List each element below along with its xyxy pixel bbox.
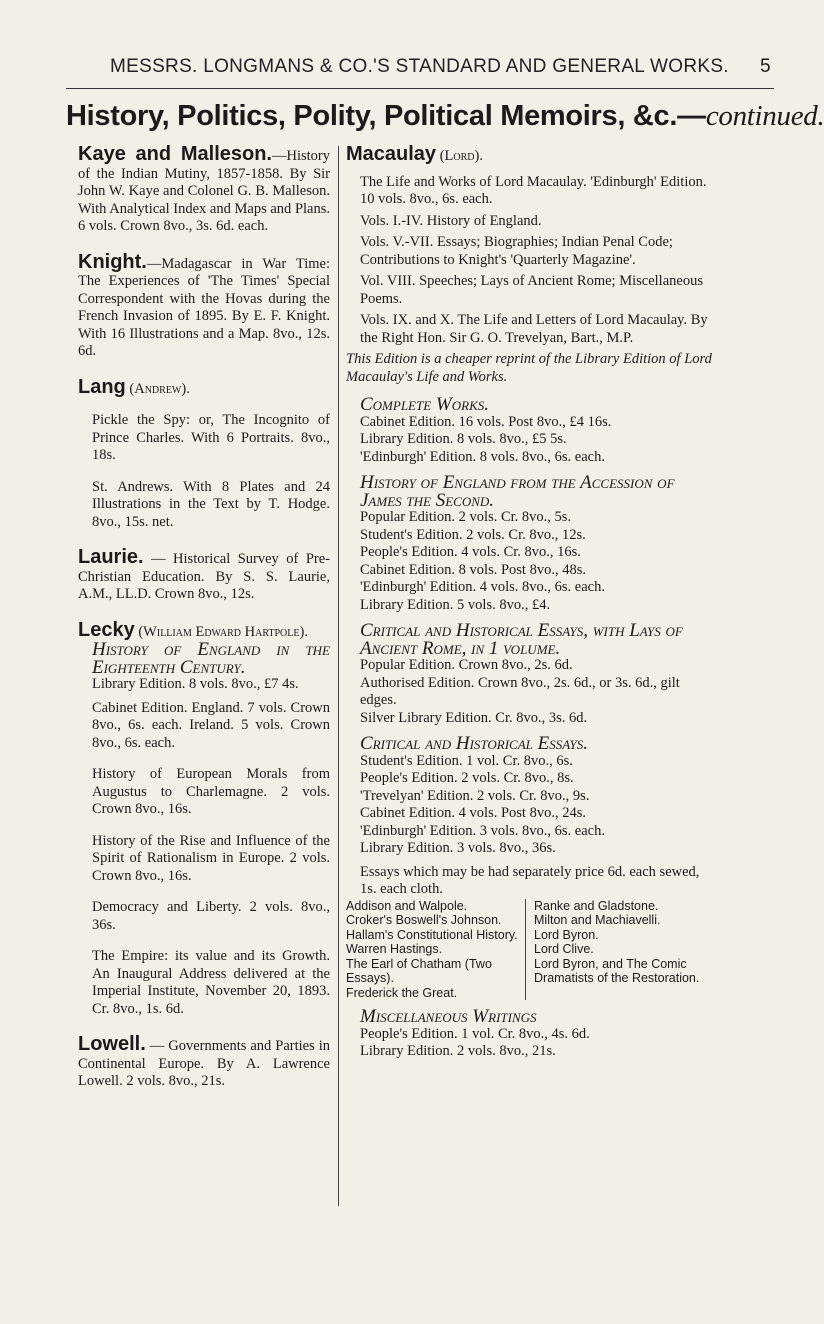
list-item: Lord Byron, and The Comic Dramatists of the Restoration. xyxy=(534,956,700,985)
essays-separately: Essays which may be had separately price 6d. each sewed, 1s. each cloth. xyxy=(360,863,700,897)
list-item: Ranke and Gladstone. xyxy=(534,898,659,913)
section-title: History, Politics, Polity, Political Memoirs, &c.—continued. xyxy=(66,100,824,132)
running-header xyxy=(0,56,800,86)
entry-lowell: Lowell. — Governments and Parties in Continental Europe. By A. Lawrence Lowell. 2 vols. 8vo., 21s. xyxy=(78,1033,330,1089)
entry-laurie: Laurie. — Historical Survey of Pre-Christian Education. By S. S. Laurie, A.M., LL.D. Crown 8vo., 12s. xyxy=(78,546,330,602)
list-item: Addison and Walpole. xyxy=(346,898,468,913)
lecky-empire: The Empire: its value and its Growth. An Inaugural Address delivered at the Imperial Institute, November 20, 1893. Cr. 8vo., 1s. 6d. xyxy=(92,948,330,1017)
header-rule xyxy=(66,88,774,89)
running-title: MESSRS. LONGMANS & CO.'S STANDARD AND GENERAL WORKS. xyxy=(110,56,729,77)
list-item: Lord Clive. xyxy=(534,942,594,956)
edition-note: This Edition is a cheaper reprint of the Library Edition of Lord Macaulay's Life and Works. xyxy=(346,351,712,385)
lecky-history-england: History of England in the Eighteenth Century. xyxy=(92,639,330,678)
left-column xyxy=(78,143,330,1109)
critical-essays-title: Critical and Historical Essays. xyxy=(360,733,588,754)
essays-list xyxy=(346,899,714,1001)
entry-kaye: Kaye and Malleson.—History of the Indian Mutiny, 1857-1858. By Sir John W. Kaye and Colonel G. B. Malleson. With Analytical Index and Maps and Plans. 6 vols. Crown 8vo., 3s. 6d. each. xyxy=(78,143,330,234)
critical-essays-lays-title: Critical and Historical Essays, with Lays of Ancient Rome, in 1 volume. xyxy=(360,620,683,659)
history-england-title: History of England from the Accession of James the Second. xyxy=(360,472,675,511)
list-item: Milton and Machiavelli. xyxy=(534,913,661,927)
complete-works-title: Complete Works. xyxy=(360,394,489,415)
list-item: Hallam's Constitutional History. xyxy=(346,927,518,942)
lecky-rationalism: History of the Rise and Influence of the Spirit of Rationalism in Europe. 2 vols. Crown 8vo., 16s. xyxy=(92,832,330,884)
lang-pickle: Pickle the Spy: or, The Incognito of Prince Charles. With 6 Portraits. 8vo., 18s. xyxy=(92,412,330,463)
column-divider xyxy=(338,146,339,1206)
entry-lang: Lang (Andrew). Pickle the Spy: or, The Incognito of Prince Charles. With 6 Portraits. 8vo., 18s. St. Andrews. With 8 Plates and 24 Illustrations in the Text by T. Hodge. 8vo., 15s. net. xyxy=(78,375,330,530)
essays-list-right xyxy=(526,899,714,1001)
entry-knight: Knight.—Madagascar in War Time: The Experiences of 'The Times' Special Correspondent with the Hovas during the French Invasion of 1895. By E. F. Knight. With 16 Illustrations and a Map. 8vo., 12s. 6d. xyxy=(78,250,330,359)
lang-st-andrews: St. Andrews. With 8 Plates and 24 Illustrations in the Text by T. Hodge. 8vo., 15s. net. xyxy=(92,478,330,530)
macaulay-life-works: The Life and Works of Lord Macaulay. 'Edinburgh' Edition. 10 vols. 8vo., 6s. each. xyxy=(360,173,707,207)
right-column: Macaulay (Lord). The Life and Works of Lord Macaulay. 'Edinburgh' Edition. 10 vols. 8vo., 6s. each. Vols. I.-IV. History of England. Vols. V.-VII. Essays; Biographies; Indian Penal Code; Contributions to Knight's 'Quarterly Magazine'. Vol. VIII. Speeches; Lays of Ancient Rome; Miscellaneous Poems. Vols. IX. and X. The Life and Letters of Lord Macaulay. By the Right Hon. Sir G. O. Trevelyan, Bart., M.P. This Edition is a cheaper reprint of the Library Edition of Lord Macaulay's Life and Works. Complete Works. Cabinet Edition. 16 vols. Post 8vo., £4 16s. Library Edition. 8 vols. 8vo., £5 5s. 'Edinburgh' Edition. 8 vols. 8vo., 6s. each. History of England from the Accession of James the Second. Popular Edition. 2 vols. Cr. 8vo., 5s. Student's Edition. 2 vols. Cr. 8vo., 12s. People's Edition. 4 vols. Cr. 8vo., 16s. Cabinet Edition. 8 vols. Post 8vo., 48s. 'Edinburgh' Edition. 4 vols. 8vo., 6s. each. Library Edition. 5 vols. 8vo., £4. Critical and Historical Essays, with Lays of Ancient Rome, in 1 volume. Popular Edition. Crown 8vo., 2s. 6d. Authorised Edition. Crown 8vo., 2s. 6d., or 3s. 6d., gilt edges. Silver Library Edition. Cr. 8vo., 3s. 6d. Critical and Historical Essays. Student's Edition. 1 vol. Cr. 8vo., 6s. People's Edition. 2 vols. Cr. 8vo., 8s. 'Trevelyan' Edition. 2 vols. Cr. 8vo., 9s. Cabinet Edition. 4 vols. Post 8vo., 24s. 'Edinburgh' Edition. 3 vols. 8vo., 6s. each. Library Edition. 3 vols. 8vo., 36s. Essays which may be had separately price 6d. each sewed, 1s. each cloth. Addison and Walpole. Croker's Boswell's Johnson. Hallam's Constitutional History. Warren Hastings. The Earl of Chatham (Two Essays). Frederick the Great. Ranke and Gladstone. Milton and Machiavelli. Lord Byron. Lord Clive. Lord Byron, and The Comic Dramatists of the Restoration. Miscellaneous Writings People's Edition. 1 vol. Cr. 8vo., 4s. 6d. Library Edition. 2 vols. 8vo., 21s. xyxy=(346,146,714,1061)
list-item: Croker's Boswell's Johnson. xyxy=(346,913,502,927)
list-item: Lord Byron. xyxy=(534,927,599,942)
essays-list-left xyxy=(346,899,526,1001)
list-item: The Earl of Chatham (Two Essays). xyxy=(346,956,492,985)
list-item: Frederick the Great. xyxy=(346,985,458,1000)
entry-lecky: Lecky (William Edward Hartpole). History of England in the Eighteenth Century. Library Edition. 8 vols. 8vo., £7 4s. Cabinet Edition. England. 7 vols. Crown 8vo., 6s. each. Ireland. 5 vols. Crown 8vo., 6s. each. History of European Morals from Augustus to Charlemagne. 2 vols. Crown 8vo., 16s. History of the Rise and Influence of the Spirit of Rationalism in Europe. 2 vols. Crown 8vo., 16s. Democracy and Liberty. 2 vols. 8vo., 36s. The Empire: its value and its Growth. An Inaugural Address delivered at the Imperial Institute, November 20, 1893. Cr. 8vo., 1s. 6d. xyxy=(78,618,330,1017)
list-item: Warren Hastings. xyxy=(346,942,443,956)
lecky-democracy: Democracy and Liberty. 2 vols. 8vo., 36s. xyxy=(92,899,330,933)
page-number: 5 xyxy=(760,56,771,77)
misc-writings-title: Miscellaneous Writings xyxy=(360,1006,537,1027)
lecky-european-morals: History of European Morals from Augustus to Charlemagne. 2 vols. Crown 8vo., 16s. xyxy=(92,766,330,817)
